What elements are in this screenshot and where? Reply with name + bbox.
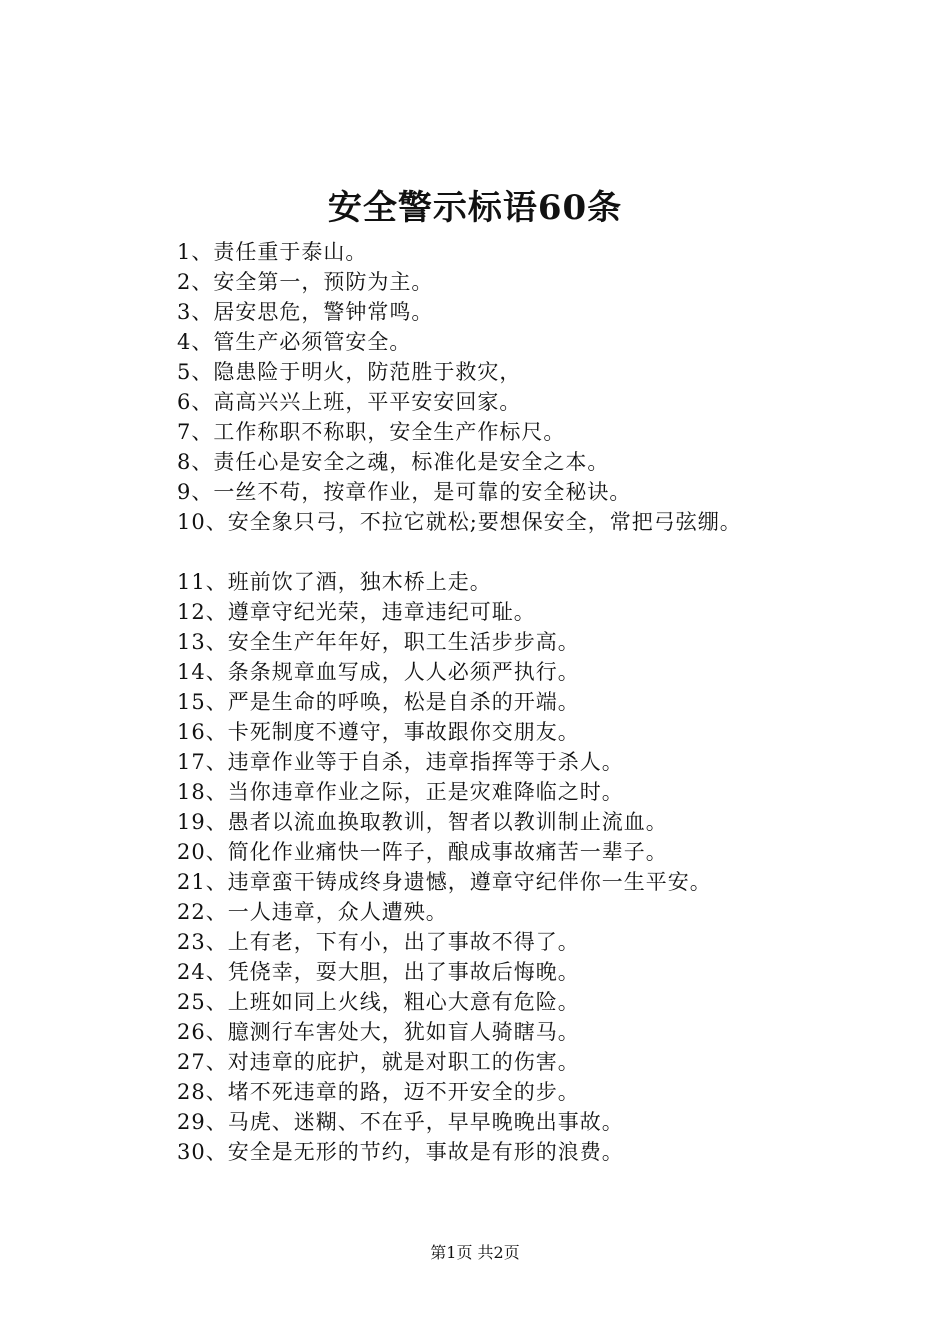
list-item: 13、安全生产年年好，职工生活步步高。 <box>177 630 580 654</box>
list-item: 16、卡死制度不遵守，事故跟你交朋友。 <box>177 720 580 744</box>
list-item: 1、责任重于泰山。 <box>177 240 368 264</box>
list-item: 3、居安思危，警钟常鸣。 <box>177 300 434 324</box>
list-item: 11、班前饮了酒，独木桥上走。 <box>177 570 492 594</box>
list-item: 7、工作称职不称职，安全生产作标尺。 <box>177 420 566 444</box>
list-item: 22、一人违章，众人遭殃。 <box>177 900 448 924</box>
list-item: 19、愚者以流血换取教训，智者以教训制止流血。 <box>177 810 668 834</box>
list-item: 24、凭侥幸，耍大胆，出了事故后悔晚。 <box>177 960 580 984</box>
list-item: 21、违章蛮干铸成终身遗憾，遵章守纪伴你一生平安。 <box>177 870 712 894</box>
list-item: 25、上班如同上火线，粗心大意有危险。 <box>177 990 580 1014</box>
list-item: 26、臆测行车害处大，犹如盲人骑瞎马。 <box>177 1020 580 1044</box>
list-item: 12、遵章守纪光荣，违章违纪可耻。 <box>177 600 536 624</box>
list-item: 30、安全是无形的节约，事故是有形的浪费。 <box>177 1140 624 1164</box>
list-item: 23、上有老，下有小，出了事故不得了。 <box>177 930 580 954</box>
list-item: 14、条条规章血写成，人人必须严执行。 <box>177 660 580 684</box>
list-item: 6、高高兴兴上班，平平安安回家。 <box>177 390 522 414</box>
list-item: 28、堵不死违章的路，迈不开安全的步。 <box>177 1080 580 1104</box>
list-item: 18、当你违章作业之际，正是灾难降临之时。 <box>177 780 624 804</box>
page-footer: 第1页 共2页 <box>430 1243 520 1262</box>
document-title: 安全警示标语60条 <box>327 188 623 228</box>
list-item: 4、管生产必须管安全。 <box>177 330 412 354</box>
slogan-list <box>177 237 937 1167</box>
list-item: 15、严是生命的呼唤，松是自杀的开端。 <box>177 690 580 714</box>
list-item: 8、责任心是安全之魂，标准化是安全之本。 <box>177 450 610 474</box>
list-item: 17、违章作业等于自杀，违章指挥等于杀人。 <box>177 750 624 774</box>
list-item: 10、安全象只弓，不拉它就松;要想保安全，常把弓弦绷。 <box>177 510 742 534</box>
list-item: 27、对违章的庇护，就是对职工的伤害。 <box>177 1050 580 1074</box>
list-item: 20、简化作业痛快一阵子，酿成事故痛苦一辈子。 <box>177 840 668 864</box>
list-item: 9、一丝不苟，按章作业，是可靠的安全秘诀。 <box>177 480 632 504</box>
list-item: 29、马虎、迷糊、不在乎，早早晚晚出事故。 <box>177 1110 624 1134</box>
list-item: 2、安全第一，预防为主。 <box>177 270 434 294</box>
list-item: 5、隐患险于明火，防范胜于救灾， <box>177 360 522 384</box>
